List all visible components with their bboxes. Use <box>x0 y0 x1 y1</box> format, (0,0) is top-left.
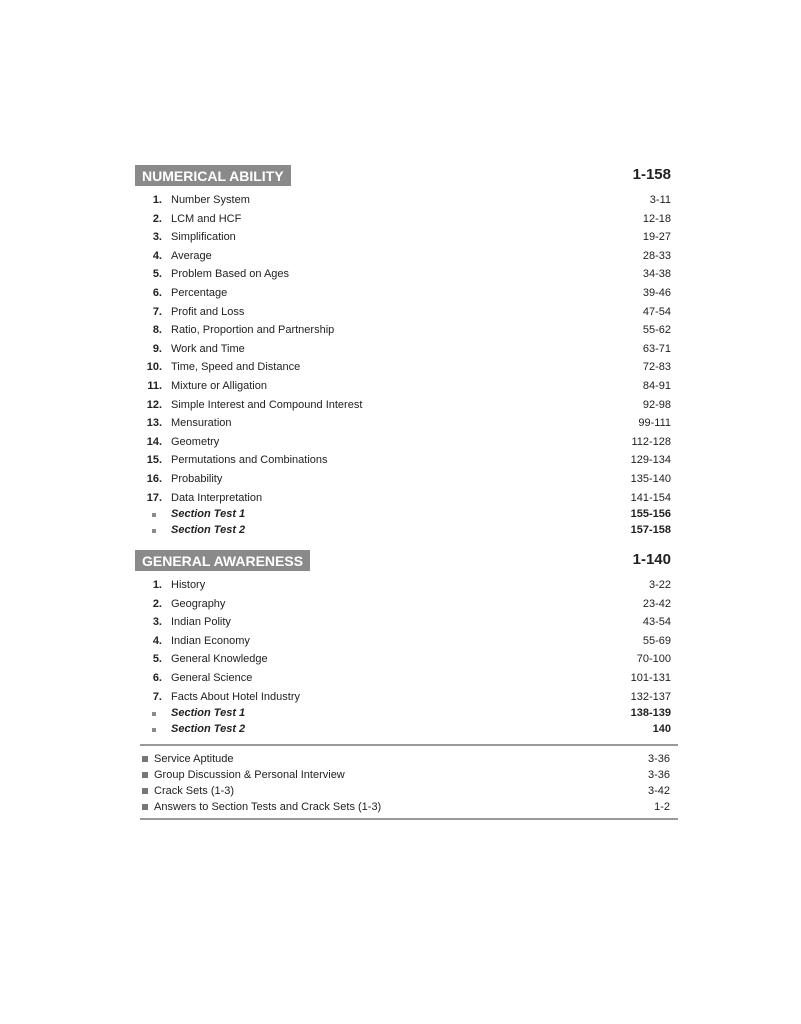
chapter-title: Geometry <box>171 435 220 448</box>
chapter-row <box>135 595 671 614</box>
chapter-row <box>135 470 671 489</box>
chapter-row <box>135 669 671 688</box>
appendix-title: Service Aptitude <box>154 753 234 765</box>
chapter-pages: 92-98 <box>642 398 671 411</box>
square-bullet-icon <box>142 788 148 794</box>
section-test-pages: 140 <box>652 722 671 735</box>
chapter-pages: 12-18 <box>642 212 671 225</box>
chapter-pages: 112-128 <box>631 435 671 448</box>
chapter-row <box>135 228 671 247</box>
square-bullet-icon <box>142 772 148 778</box>
chapter-row <box>135 396 671 415</box>
chapter-title: General Science <box>171 672 253 685</box>
appendix-list <box>140 744 678 820</box>
chapter-number: 11. <box>147 379 162 392</box>
chapter-title: Permutations and Combinations <box>171 454 328 467</box>
chapter-pages: 3-22 <box>648 579 671 592</box>
section-header <box>135 550 671 572</box>
chapter-title: Work and Time <box>171 342 245 355</box>
chapter-pages: 141-154 <box>630 491 671 504</box>
chapter-number: 17. <box>146 491 162 504</box>
section-title: GENERAL AWARENESS <box>135 550 310 571</box>
chapter-title: General Knowledge <box>171 653 268 666</box>
chapter-number: 2. <box>152 212 162 225</box>
chapter-row <box>135 377 671 396</box>
chapter-row <box>135 303 671 322</box>
chapter-title: LCM and HCF <box>171 212 242 225</box>
chapter-row <box>135 451 671 470</box>
appendix-title: Answers to Section Tests and Crack Sets (1-3) <box>154 801 382 813</box>
bullet-icon <box>152 529 156 533</box>
chapter-number: 4. <box>152 634 162 647</box>
chapter-title: Probability <box>171 472 223 485</box>
square-bullet-icon <box>142 804 148 810</box>
chapter-row <box>135 650 671 669</box>
chapter-row <box>135 688 671 707</box>
appendix-title: Group Discussion & Personal Interview <box>154 769 345 781</box>
chapter-row <box>135 340 671 359</box>
chapter-row <box>135 632 671 651</box>
chapter-row <box>135 613 671 632</box>
section-test-row <box>135 706 671 722</box>
chapter-number: 6. <box>152 672 162 685</box>
chapter-pages: 84-91 <box>642 379 671 392</box>
chapter-number: 16. <box>146 472 162 485</box>
chapter-number: 9. <box>152 342 162 355</box>
appendix-item <box>140 767 678 783</box>
chapter-number: 3. <box>152 616 162 629</box>
chapter-number: 4. <box>152 249 162 262</box>
chapter-row <box>135 358 671 377</box>
section-test-title: Section Test 1 <box>171 508 246 521</box>
chapter-number: 15. <box>146 454 162 467</box>
chapter-pages: 39-46 <box>642 286 671 299</box>
section-test-title: Section Test 2 <box>171 722 246 735</box>
square-bullet-icon <box>142 756 148 762</box>
chapter-pages: 99-111 <box>638 417 671 430</box>
appendix-pages: 1-2 <box>654 801 670 813</box>
chapter-pages: 28-33 <box>642 249 671 262</box>
appendix-pages: 3-36 <box>647 769 670 781</box>
section-test-row <box>135 722 671 738</box>
chapter-number: 6. <box>152 286 162 299</box>
chapter-title: Percentage <box>171 286 228 299</box>
chapter-pages: 132-137 <box>630 690 671 703</box>
section-test-pages: 138-139 <box>630 707 671 720</box>
chapter-number: 5. <box>152 653 162 666</box>
chapter-title: Ratio, Proportion and Partnership <box>171 324 335 337</box>
chapter-pages: 34-38 <box>642 268 671 281</box>
section-test-row <box>135 507 671 523</box>
section-title: NUMERICAL ABILITY <box>135 165 291 186</box>
chapter-number: 1. <box>152 579 162 592</box>
appendix-pages: 3-36 <box>647 753 670 765</box>
chapter-pages: 47-54 <box>642 305 671 318</box>
chapter-title: Simple Interest and Compound Interest <box>171 398 363 411</box>
appendix-item <box>140 783 678 799</box>
appendix-pages: 3-42 <box>647 785 670 797</box>
appendix-item <box>140 799 678 815</box>
appendix-title: Crack Sets (1-3) <box>154 785 235 797</box>
chapter-title: Indian Polity <box>171 616 231 629</box>
section-test-title: Section Test 1 <box>171 707 246 720</box>
section-test-row <box>135 523 671 539</box>
bullet-icon <box>152 728 156 732</box>
chapter-pages: 70-100 <box>636 653 671 666</box>
chapter-title: Number System <box>171 194 250 206</box>
chapter-row <box>135 489 671 508</box>
chapter-pages: 101-131 <box>630 672 671 685</box>
chapter-title: Simplification <box>171 231 236 244</box>
section-header <box>135 165 671 187</box>
chapter-title: Profit and Loss <box>171 305 245 318</box>
chapter-number: 13. <box>146 417 162 430</box>
bullet-icon <box>152 712 156 716</box>
chapter-title: Problem Based on Ages <box>171 268 290 281</box>
section-general-awareness <box>135 550 671 737</box>
section-test-pages: 155-156 <box>630 508 671 521</box>
chapter-row <box>135 414 671 433</box>
chapter-title: Indian Economy <box>171 634 250 647</box>
table-of-contents <box>135 165 671 737</box>
chapter-title: Geography <box>171 597 226 610</box>
chapter-title: Average <box>171 249 212 262</box>
chapter-row <box>135 210 671 229</box>
chapter-pages: 23-42 <box>642 597 671 610</box>
chapter-pages: 19-27 <box>642 231 671 244</box>
chapter-pages: 72-83 <box>642 361 671 374</box>
chapter-pages: 129-134 <box>630 454 671 467</box>
chapter-row <box>135 247 671 266</box>
appendix-item <box>140 751 678 767</box>
chapter-title: Facts About Hotel Industry <box>171 690 301 703</box>
chapter-pages: 63-71 <box>642 342 671 355</box>
chapter-title: Data Interpretation <box>171 491 263 504</box>
chapter-number: 3. <box>152 231 162 244</box>
chapter-number: 14. <box>146 435 162 448</box>
chapter-pages: 3-11 <box>649 194 671 206</box>
chapter-number: 5. <box>152 268 162 281</box>
chapter-number: 10. <box>146 361 162 374</box>
section-page-range: 1-140 <box>632 551 671 569</box>
section-test-title: Section Test 2 <box>171 523 246 536</box>
chapter-title: Mensuration <box>171 417 232 430</box>
chapter-pages: 55-69 <box>642 634 671 647</box>
chapter-row <box>135 433 671 452</box>
chapter-title: Mixture or Alligation <box>171 379 267 392</box>
section-numerical-ability <box>135 165 671 538</box>
chapter-row <box>135 321 671 340</box>
chapter-pages: 55-62 <box>642 324 671 337</box>
chapter-row <box>135 576 671 595</box>
chapter-title: Time, Speed and Distance <box>171 361 301 374</box>
chapter-number: 7. <box>152 690 162 703</box>
section-page-range: 1-158 <box>632 166 671 183</box>
chapter-row <box>135 284 671 303</box>
chapter-pages: 43-54 <box>642 616 671 629</box>
chapter-number: 8. <box>152 324 162 337</box>
chapter-number: 12. <box>146 398 162 411</box>
chapter-row <box>135 265 671 284</box>
chapter-number: 1. <box>152 194 162 206</box>
bullet-icon <box>152 513 156 517</box>
chapter-row <box>135 191 671 210</box>
chapter-number: 7. <box>152 305 162 318</box>
chapter-number: 2. <box>152 597 162 610</box>
chapter-pages: 135-140 <box>630 472 671 485</box>
chapter-title: History <box>171 579 206 592</box>
section-test-pages: 157-158 <box>630 523 671 536</box>
